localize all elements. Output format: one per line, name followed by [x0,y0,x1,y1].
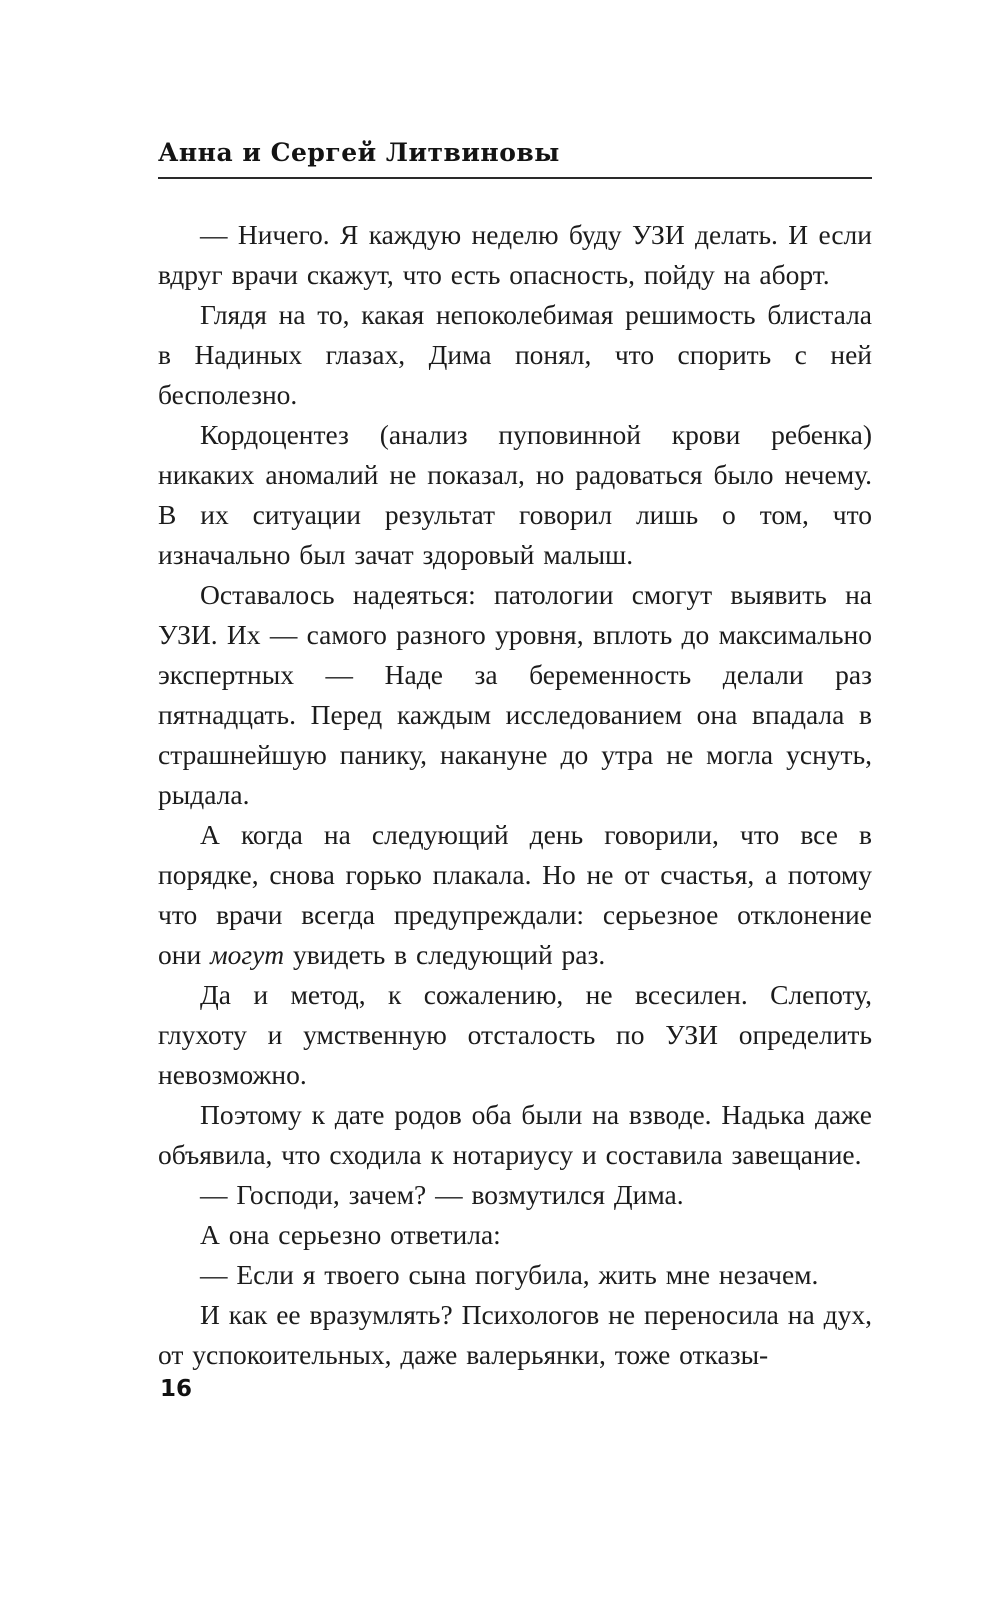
paragraph [158,215,872,295]
header-rule [158,177,872,179]
text-run: Глядя на то, какая непоколебимая решимость блистала в Надиных глазах, Дима понял, что спорить с ней бесполезно. [158,299,872,410]
italic-run: могут [210,939,285,970]
paragraph [158,1175,872,1215]
paragraph [158,575,872,815]
paragraph [158,1295,872,1375]
page-content [158,138,872,1375]
text-run: И как ее вразумлять? Психологов не переносила на дух, от успокоительных, даже валерьянки, тоже отказы- [158,1299,872,1370]
paragraph [158,1095,872,1175]
text-run: Поэтому к дате родов оба были на взводе. Надька даже объявила, что сходила к нотариусу и составила завещание. [158,1099,872,1170]
text-run: — Если я твоего сына погубила, жить мне незачем. [200,1259,819,1290]
text-run: — Ничего. Я каждую неделю буду УЗИ делать. И если вдруг врачи скажут, что есть опасность, пойду на аборт. [158,219,872,290]
page-number: 16 [160,1376,193,1402]
text-run: А она серьезно ответила: [200,1219,501,1250]
text-run: Да и метод, к сожалению, не всесилен. Слепоту, глухоту и умственную отсталость по УЗИ определить невозможно. [158,979,872,1090]
text-run: Оставалось надеяться: патологии смогут выявить на УЗИ. Их — самого разного уровня, вплоть до максимально экспертных — Наде за беременность делали раз пятнадцать. Перед каждым исследованием она впадала в страшнейшую панику, накануне до утра не могла уснуть, рыдала. [158,579,872,810]
paragraph [158,815,872,975]
text-run: А когда на следующий день говорили, что все в порядке, снова горько плакала. Но не от счастья, а потому что врачи всегда предупреждали: серьезное отклонение они [158,819,872,970]
paragraph [158,415,872,575]
paragraph [158,1215,872,1255]
paragraph [158,295,872,415]
paragraph [158,1255,872,1295]
running-header [158,138,872,177]
paragraph [158,975,872,1095]
author-name: Анна и Сергей Литвиновы [158,138,560,167]
text-run: — Господи, зачем? — возмутился Дима. [200,1179,684,1210]
body-text [158,215,872,1375]
text-run: Кордоцентез (анализ пуповинной крови ребенка) никаких аномалий не показал, но радоваться было нечему. В их ситуации результат говорил лишь о том, что изначально был зачат здоровый малыш. [158,419,872,570]
text-run: увидеть в следующий раз. [284,939,606,970]
